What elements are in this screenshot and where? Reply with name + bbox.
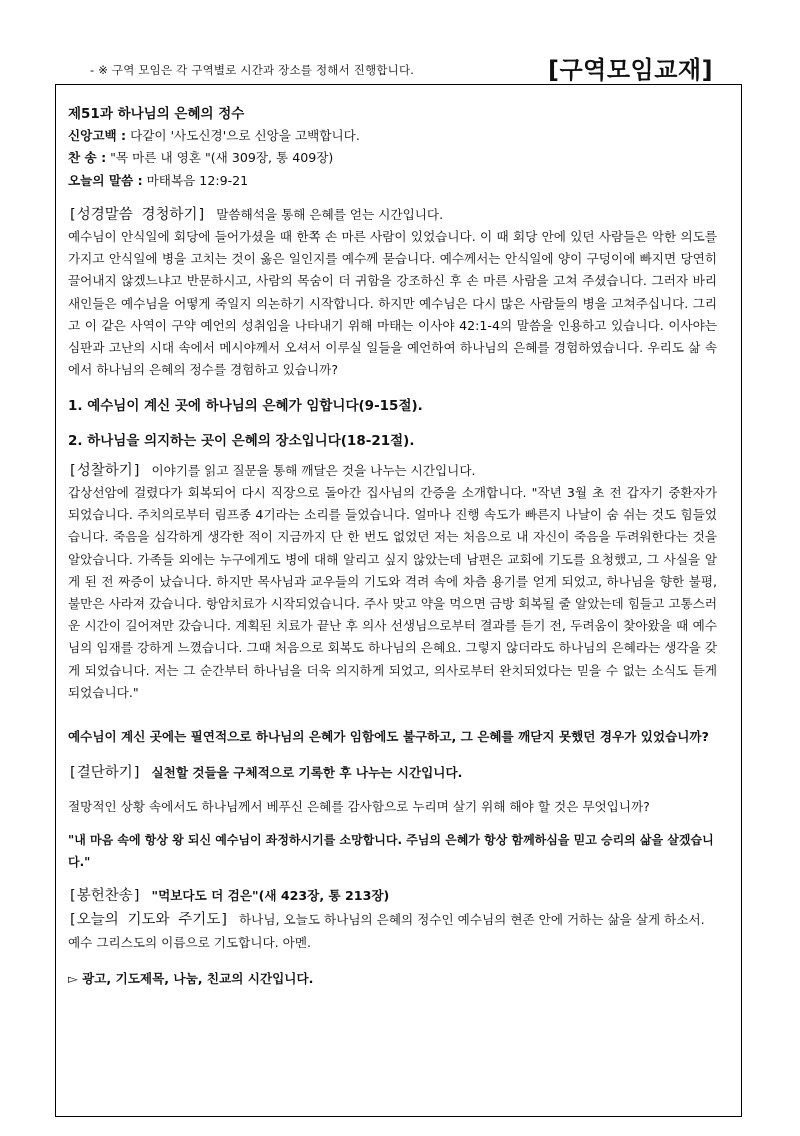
- offering-label: [봉헌찬송]: [68, 888, 142, 905]
- decide-note: 실천할 것들을 구체적으로 기록한 후 나누는 시간입니다.: [151, 765, 463, 781]
- reflect-section: [68, 460, 717, 704]
- closing-line: ▻ 광고, 기도제목, 나눔, 친교의 시간입니다.: [68, 970, 314, 986]
- prayer-section: [68, 909, 717, 953]
- listen-body: 예수님이 안식일에 회당에 들어가셨을 때 한쪽 손 마른 사람이 있었습니다. 이 때 회당 안에 있던 사람들은 악한 의도를 가지고 안식일에 병을 고치는 것이 옳은 일인지를 예수께 묻습니다. 예수께서는 안식일에 양이 구덩이에 빠지면 당연히 끌어내지 않겠느냐고 반문하시고, 사람의 목숨이 더 귀함을 강조하신 후 손 마른 사람을 고쳐 주셨습니다. 그러자 바리새인들은 예수님을 어떻게 죽일지 의논하기 시작합니다. 하지만 예수님은 다시 많은 사람들의 병을 고쳐주십니다. 그리고 이 같은 사역이 구약 예언의 성취임을 나타내기 위해 마태는 이사야 42:1-4의 말씀을 인용하고 있습니다. 이사야는 심판과 고난의 시대 속에서 메시야께서 오셔서 이루실 일들을 예언하여 하나님의 은혜를 경험하였습니다. 우리도 삶 속에서 하나님의 은혜의 정수를 경험하고 있습니까?: [68, 229, 717, 378]
- reflect-question: 예수님이 계신 곳에는 필연적으로 하나님의 은혜가 임함에도 불구하고, 그 은혜를 깨닫지 못했던 경우가 있었습니까?: [68, 729, 709, 745]
- scripture-text: 마태복음 12:9-21: [142, 172, 249, 188]
- point-2: 2. 하나님을 의지하는 곳이 은혜의 장소입니다(18-21절).: [68, 432, 415, 449]
- decide-label: [결단하기]: [68, 765, 142, 782]
- point-1: 1. 예수님이 계신 곳에 하나님의 은혜가 임합니다(9-15절).: [68, 398, 423, 415]
- prayer-text: 하나님, 오늘도 하나님의 은혜의 정수인 예수님의 현존 안에 거하는 삶을 살게 하소서. 예수 그리스도의 이름으로 기도합니다. 아멘.: [68, 912, 705, 950]
- reflect-label: [성찰하기]: [68, 462, 142, 479]
- scripture-label: 오늘의 말씀 :: [68, 172, 143, 188]
- creed-label: 신앙고백 :: [68, 128, 127, 144]
- decide-resolution: "내 마음 속에 항상 왕 되신 예수님이 좌정하시기를 소망합니다. 주님의 은혜가 항상 함께하심을 믿고 승리의 삶을 살겠습니다.": [68, 832, 714, 869]
- decide-question: 절망적인 상황 속에서도 하나님께서 베푸신 은혜를 감사함으로 누리며 살기 위해 해야 할 것은 무엇입니까?: [68, 799, 650, 815]
- creed-text: 다같이 '사도신경'으로 신앙을 고백합니다.: [126, 128, 360, 144]
- hymn-label: 찬 송 :: [68, 150, 107, 166]
- listen-label: [성경말씀 경청하기]: [68, 206, 207, 223]
- offering-hymn: "먹보다도 더 검은"(새 423장, 통 213장): [151, 888, 390, 904]
- header-note: - ※ 구역 모임은 각 구역별로 시간과 장소를 정해서 진행합니다.: [90, 63, 415, 77]
- document-tag: [구역모임교재]: [548, 56, 714, 84]
- lesson-frame: [55, 84, 742, 1117]
- hymn-text: "목 마른 내 영혼 "(새 309장, 통 409장): [106, 150, 334, 166]
- hymn-row: [68, 147, 717, 169]
- prayer-label: [오늘의 기도와 주기도]: [68, 912, 229, 929]
- listen-note: 말씀해석을 통해 은혜를 얻는 시간입니다.: [216, 206, 444, 222]
- reflect-body: 갑상선암에 걸렸다가 회복되어 다시 직장으로 돌아간 집사님의 간증을 소개합니다. "작년 3월 초 전 갑자기 중환자가 되었습니다. 주치의로부터 림프종 4기라는 소리를 들었습니다. 얼마나 진행 속도가 빠른지 나날이 숨 쉬는 것도 힘들었습니다. 죽음을 심각하게 생각한 적이 지금까지 단 한 번도 없었던 저는 처음으로 내 자신이 죽음을 두려워한다는 것을 알았습니다. 가족들 외에는 누구에게도 병에 대해 알리고 싶지 않았는데 남편은 교회에 기도를 요청했고, 그 사실을 알게 된 전 짜증이 났습니다. 하지만 목사님과 교우들의 기도와 격려 속에 차츰 용기를 얻게 되었고, 하나님을 향한 불평, 불만은 사라져 갔습니다. 항암치료가 시작되었습니다. 주사 맞고 약을 먹으면 금방 회복될 줄 알았는데 힘들고 고통스러운 시간이 길어져만 갔습니다. 계획된 치료가 끝난 후 의사 선생님으로부터 결과를 듣기 전, 두려움이 찾아왔을 때 예수님의 임재를 강하게 느꼈습니다. 그때 처음으로 회복도 하나님의 은혜요. 그렇지 않더라도 하나님의 은혜라는 생각을 갖게 되었습니다. 저는 그 순간부터 하나님을 더욱 의지하게 되었고, 의사로부터 완치되었다는 믿을 수 없는 소식도 듣게 되었습니다.": [68, 485, 717, 700]
- listen-section: [68, 204, 717, 382]
- offering-section: [68, 885, 717, 907]
- reflect-note: 이야기를 읽고 질문을 통해 깨달은 것을 나누는 시간입니다.: [151, 462, 476, 478]
- decide-section: [68, 762, 717, 784]
- lesson-title: 제51과 하나님의 은혜의 정수: [68, 106, 245, 122]
- scripture-row: [68, 170, 717, 192]
- creed-row: [68, 125, 717, 147]
